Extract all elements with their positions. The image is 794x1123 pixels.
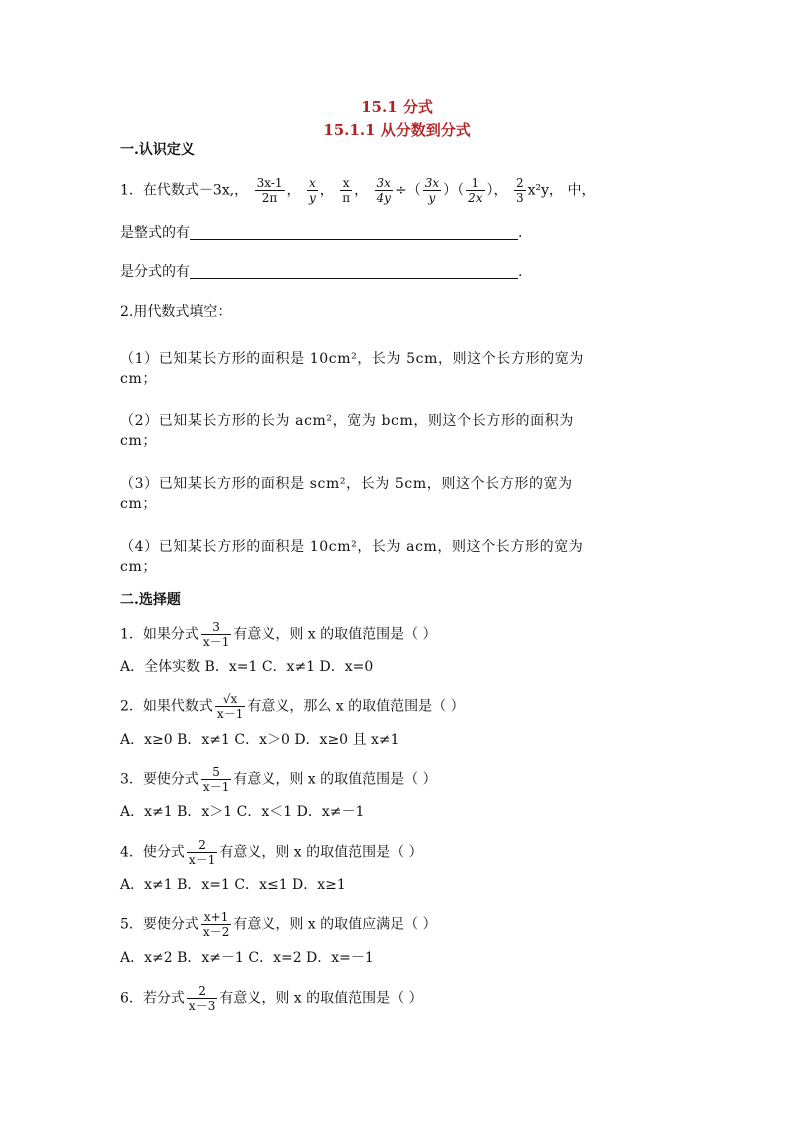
choice-options-1: A．全体实数 B．x=1 C．x≠1 D．x=0 bbox=[120, 659, 374, 675]
subsection-title: 15.1.1 从分数到分式 bbox=[323, 121, 471, 139]
answer-blank[interactable] bbox=[190, 225, 518, 240]
choice-question-3: 3．要使分式 $\frac{5}{x-1}$ 有意义，则 x 的取值范围是（ ） bbox=[120, 765, 437, 794]
fraction: $\frac{3x}{y}$ bbox=[424, 176, 440, 205]
choice-options-4: A．x≠1 B．x=1 C．x≤1 D．x≥1 bbox=[120, 877, 346, 893]
question-2-label: 2.用代数式填空： bbox=[120, 304, 232, 320]
section-title: 15.1 分式 bbox=[361, 98, 433, 116]
fraction: $\frac{1}{2x}$ bbox=[468, 176, 483, 205]
fraction: $\frac{3x-1}{2\pi}$ bbox=[256, 176, 283, 205]
choice-question-2: 2．如果代数式 $\frac{√x}{x-1}$ 有意义，那么 x 的取值范围是（ ） bbox=[120, 692, 465, 721]
q1-prefix: 1．在代数式－3x,， bbox=[120, 182, 249, 199]
fill-item-4: （4）已知某长方形的面积是 10cm²，长为 acm，则这个长方形的宽为 cm； bbox=[120, 539, 584, 575]
fraction: $\frac{x}{\pi}$ bbox=[342, 176, 351, 205]
answer-blank[interactable] bbox=[190, 264, 518, 279]
question-1-expressions: 1．在代数式－3x,， $\frac{3x-1}{2\pi}$ ， $\frac{x}{y}$ ， $\frac{x}{\pi}$ ， $\frac{3x}{4y}$ ÷（ $\frac{3x}{y}$ ）（ $\frac{1}{2x}$ ）， $\frac{2}{3}$ x²y， 中， bbox=[120, 176, 596, 205]
fill-item-2: （2）已知某长方形的长为 acm²，宽为 bcm，则这个长方形的面积为 cm； bbox=[120, 413, 574, 449]
section1-heading: 一.认识定义 bbox=[120, 142, 195, 158]
fraction-answer-line: 是分式的有 . bbox=[120, 264, 523, 280]
fraction: $\frac{x}{y}$ bbox=[308, 176, 316, 205]
choice-question-4: 4．使分式 $\frac{2}{x-1}$ 有意义，则 x 的取值范围是（ ） bbox=[120, 838, 423, 867]
fill-item-3: （3）已知某长方形的面积是 scm²，长为 5cm，则这个长方形的宽为 cm； bbox=[120, 476, 573, 512]
choice-options-3: A．x≠1 B．x＞1 C．x＜1 D．x≠－1 bbox=[120, 804, 365, 820]
fraction: $\frac{3x}{4y}$ bbox=[376, 176, 391, 205]
choice-options-5: A．x≠2 B．x≠－1 C．x=2 D．x=－1 bbox=[120, 950, 374, 966]
choice-question-5: 5．要使分式 $\frac{x+1}{x-2}$ 有意义，则 x 的取值应满足（ ） bbox=[120, 910, 437, 939]
choice-question-1: 1．如果分式 $\frac{3}{x-1}$ 有意义，则 x 的取值范围是（ ） bbox=[120, 620, 437, 649]
integral-answer-line: 是整式的有 . bbox=[120, 225, 523, 241]
choice-question-6: 6．若分式 $\frac{2}{x-3}$ 有意义，则 x 的取值范围是（ ） bbox=[120, 984, 423, 1013]
section2-heading: 二.选择题 bbox=[120, 592, 181, 608]
fill-item-1: （1）已知某长方形的面积是 10cm²，长为 5cm，则这个长方形的宽为 cm； bbox=[120, 351, 584, 387]
fraction: $\frac{2}{3}$ bbox=[515, 176, 524, 205]
choice-options-2: A．x≥0 B．x≠1 C．x＞0 D．x≥0 且 x≠1 bbox=[120, 732, 400, 748]
